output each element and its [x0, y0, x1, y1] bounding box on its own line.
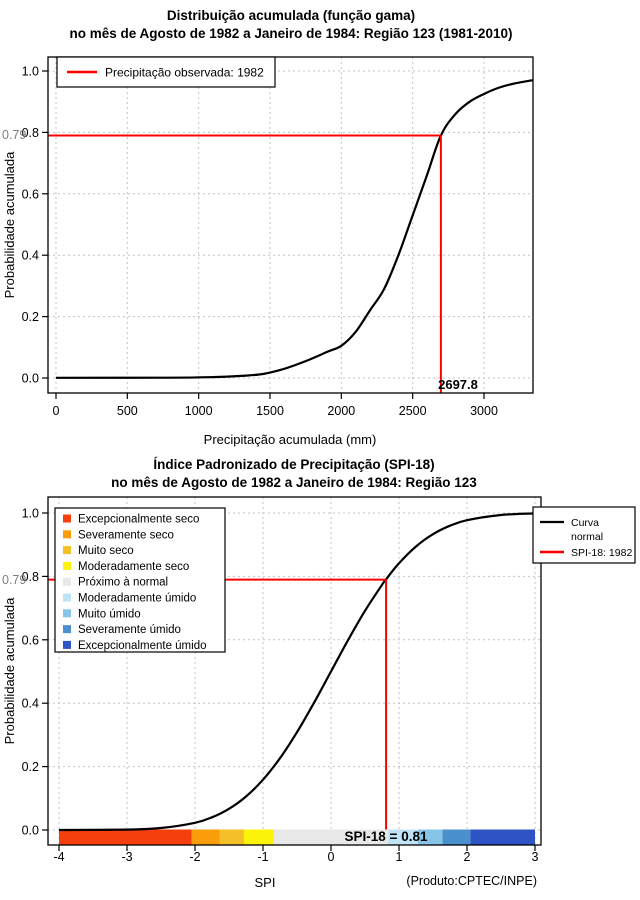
marker-precip-value: 2697.8 [438, 377, 478, 392]
x-tick-label: 2500 [398, 404, 427, 418]
legend-swatch [63, 609, 71, 617]
legend-category-label: Severamente úmido [78, 624, 181, 637]
legend-swatch [63, 641, 71, 649]
spi-category-bar-segment [219, 830, 243, 845]
y-tick-label: 0.0 [21, 823, 39, 838]
spi-category-bar-segment [443, 830, 471, 845]
top-y-axis-label: Probabilidade acumulada [2, 151, 17, 299]
legend-category-label: Excepcionalmente seco [78, 513, 200, 526]
x-tick-label: 1500 [256, 404, 284, 418]
marker-prob-value-bottom: 0.79 [2, 573, 27, 587]
spi-category-bar-segment [59, 830, 192, 845]
legend-swatch [63, 546, 71, 554]
x-tick-label: -4 [53, 850, 65, 864]
x-tick-label: 1 [395, 850, 403, 864]
top-chart-title: Distribuição acumulada (função gama) [166, 8, 416, 23]
x-tick-label: 500 [116, 404, 138, 418]
x-tick-label: -3 [121, 850, 133, 864]
legend-category-label: Excepcionalmente úmido [78, 639, 207, 652]
top-plot-area [22, 57, 533, 418]
y-tick-label: 0.8 [21, 569, 39, 584]
y-tick-label: 0.8 [21, 125, 39, 140]
legend-category-label: Moderadamente seco [78, 560, 190, 573]
legend-category-label: Muito seco [78, 545, 134, 558]
marker-prob-value-top: 0.79 [2, 128, 27, 142]
legend-category-label: Moderadamente úmido [78, 592, 197, 605]
spi-category-bar-segment [192, 830, 220, 845]
legend-swatch [63, 578, 71, 586]
top-plot-box [48, 57, 533, 393]
x-tick-label: 1000 [184, 404, 213, 418]
x-tick-label: -2 [189, 850, 201, 864]
top-legend-label: Precipitação observada: 1982 [105, 65, 264, 80]
y-tick-label: 0.4 [21, 696, 39, 711]
legend-swatch [63, 562, 71, 570]
spi-legend-label: SPI-18: 1982 [571, 547, 633, 559]
legend-swatch [63, 515, 71, 523]
bottom-chart-subtitle: no mês de Agosto de 1982 a Janeiro de 1984: Região 123 [111, 475, 477, 490]
legend-category-label: Muito úmido [78, 608, 141, 621]
spi-cdf-chart [0, 455, 640, 900]
legend-category-label: Severamente seco [78, 529, 174, 542]
legend-swatch [63, 594, 71, 602]
curve-legend-label-line1: Curva [571, 517, 600, 529]
top-legend [57, 57, 275, 87]
legend-category-label: Próximo à normal [78, 576, 169, 589]
y-tick-label: 1.0 [21, 64, 39, 79]
spi-category-bar-segment [470, 830, 535, 845]
spi-category-legend [55, 508, 225, 652]
top-x-axis-label: Precipitação acumulada (mm) [203, 432, 377, 447]
x-tick-label: 2 [463, 850, 471, 864]
bottom-chart-title: Índice Padronizado de Precipitação (SPI-18) [153, 457, 435, 472]
x-tick-label: 2000 [327, 404, 356, 418]
top-chart-subtitle: no mês de Agosto de 1982 a Janeiro de 1984: Região 123 (1981-2010) [69, 26, 513, 41]
x-tick-label: 0 [327, 850, 335, 864]
producer-credit: (Produto:CPTEC/INPE) [406, 874, 537, 888]
bottom-x-axis-label: SPI [254, 875, 276, 890]
legend-swatch [63, 530, 71, 538]
spi-value-annotation: SPI-18 = 0.81 [344, 829, 428, 844]
y-tick-label: 0.2 [21, 760, 39, 775]
spi-category-bar-segment [244, 830, 274, 845]
bottom-y-axis-label: Probabilidade acumulada [2, 597, 17, 745]
legend-swatch [63, 625, 71, 633]
x-tick-label: -1 [257, 850, 269, 864]
x-tick-label: 3000 [470, 404, 498, 418]
y-tick-label: 0.6 [21, 187, 39, 202]
y-tick-label: 0.4 [21, 248, 39, 263]
y-tick-label: 1.0 [21, 506, 39, 521]
y-tick-label: 0.6 [21, 633, 39, 648]
curve-legend [533, 507, 635, 563]
y-tick-label: 0.0 [21, 371, 39, 386]
curve-legend-label-line2: normal [571, 531, 604, 543]
x-tick-label: 3 [531, 850, 539, 864]
x-tick-label: 0 [52, 404, 60, 418]
y-tick-label: 0.2 [21, 310, 39, 325]
